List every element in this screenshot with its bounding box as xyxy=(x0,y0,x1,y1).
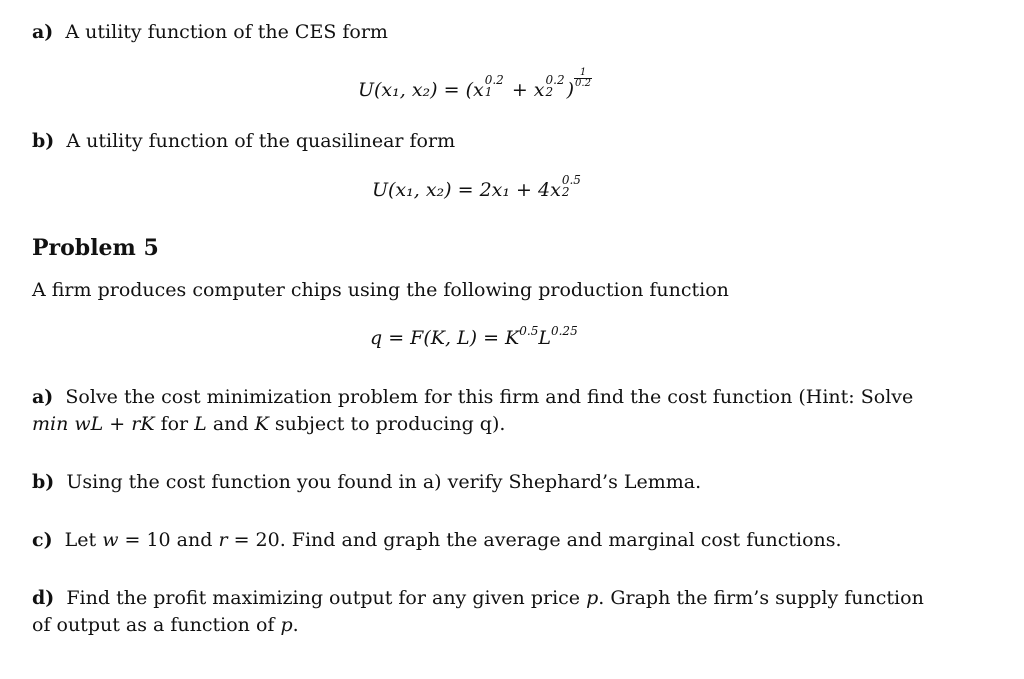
problem-5-intro: A firm produces computer chips using the following production function xyxy=(32,279,729,301)
question-b-label: b) xyxy=(32,471,55,493)
question-d-label: d) xyxy=(32,587,55,609)
part-a-ces-line xyxy=(32,20,388,44)
question-c-line: c) Let w = 10 and r = 20. Find and graph the average and marginal cost functions. xyxy=(32,529,842,551)
part-b-label: b) xyxy=(32,130,55,152)
question-b-line: b) Using the cost function you found in a) verify Shephard’s Lemma. xyxy=(32,471,702,493)
part-a-label: a) xyxy=(32,21,54,43)
part-b-quasi-line xyxy=(32,129,455,153)
question-a-line-1: a) Solve the cost minimization problem for this firm and find the cost function (Hint: Solve xyxy=(32,386,914,408)
question-c-label: c) xyxy=(32,529,53,551)
ces-exponent-fraction: $\frac{1}{0.2}$ xyxy=(575,67,591,89)
production-function-equation: q = F(K, $L) = K^{0.5}L^{0.25}$ xyxy=(370,324,578,349)
question-a-label: a) xyxy=(32,386,54,408)
quasilinear-equation: U(x₁, x₂) = 2x₁ + 4x 0.5 2 xyxy=(372,173,581,201)
question-d-line-1: d) Find the profit maximizing output for any given price p. Graph the firm’s supply function xyxy=(32,587,924,609)
ces-equation: U(x₁, x₂) = (x 0.2 1 + x 0.2 2 ) $\frac{1}{0.2}$ xyxy=(358,67,591,101)
question-d-line-2: of output as a function of p. xyxy=(32,614,299,636)
question-a-line-2: min wL + rK for L and K subject to producing q). xyxy=(32,413,506,435)
part-b-text: A utility function of the quasilinear form xyxy=(66,130,456,152)
problem-5-heading: Problem 5 xyxy=(32,235,159,261)
part-a-text: A utility function of the CES form xyxy=(65,21,388,43)
